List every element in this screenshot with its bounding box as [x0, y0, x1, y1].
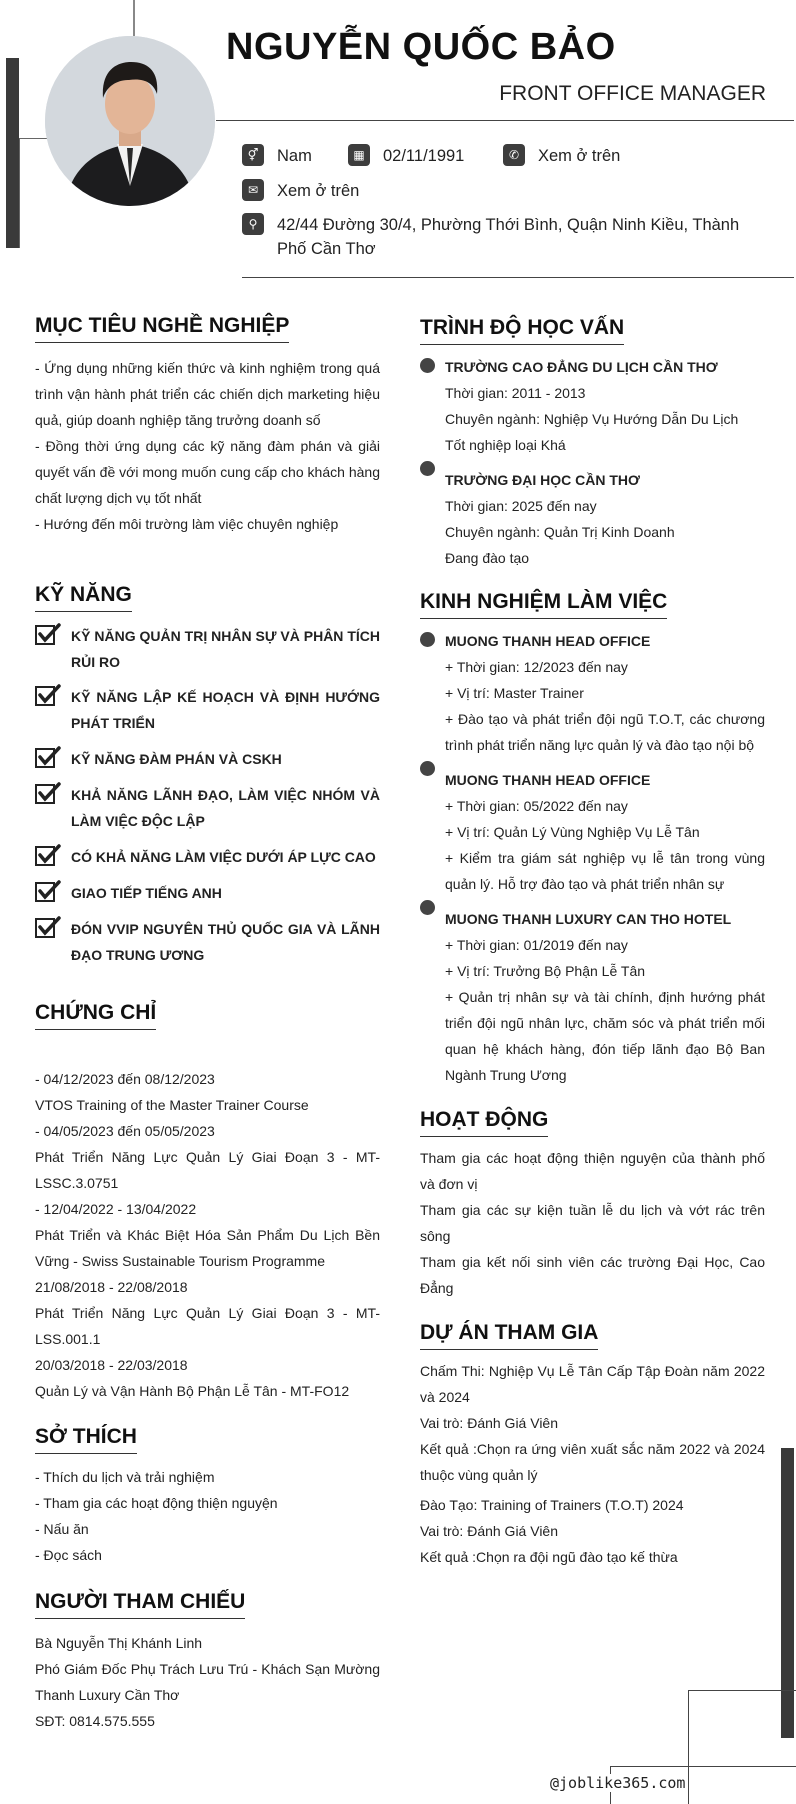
education-school: TRƯỜNG ĐẠI HỌC CẦN THƠ [445, 472, 640, 488]
references-body [35, 1630, 380, 1734]
experience-desc: + Kiểm tra giám sát nghiệp vụ lễ tân trong vùng quản lý. Hỗ trợ đào tạo và phát triển nhân sự [445, 850, 765, 892]
skill-label: ĐÓN VVIP NGUYÊN THỦ QUỐC GIA VÀ LÃNH ĐẠO TRUNG ƯƠNG [71, 921, 380, 963]
certificate-line: 21/08/2018 - 22/08/2018 [35, 1279, 188, 1295]
skill-label: GIAO TIẾP TIẾNG ANH [71, 885, 222, 901]
education-entry [420, 354, 765, 458]
activity-line: Tham gia các sự kiện tuần lễ du lịch và vớt rác trên sông [420, 1202, 765, 1244]
education-result: Tốt nghiệp loại Khá [445, 437, 566, 453]
info-phone [503, 144, 620, 168]
profile-photo [45, 36, 215, 206]
education-school: TRƯỜNG CAO ĐẲNG DU LỊCH CẦN THƠ [445, 359, 718, 375]
experience-title: KINH NGHIỆM LÀM VIỆC [420, 590, 667, 619]
skill-label: KỸ NĂNG LẬP KẾ HOẠCH VÀ ĐỊNH HƯỚNG PHÁT TRIỂN [71, 689, 380, 731]
activities-body [420, 1145, 765, 1301]
job-title: FRONT OFFICE MANAGER [499, 82, 766, 105]
hobby-line: - Nấu ăn [35, 1521, 89, 1537]
decor-bar-left [6, 58, 19, 248]
checkbox-checked-icon [35, 623, 61, 645]
education-time: Thời gian: 2025 đến nay [445, 498, 597, 514]
project-role: Vai trò: Đánh Giá Viên [420, 1415, 559, 1431]
objective-line: - Hướng đến môi trường làm việc chuyên nghiệp [35, 516, 339, 532]
experience-desc: + Đào tạo và phát triển đội ngũ T.O.T, các chương trình phát triển năng lực quản lý và đào tạo nội bộ [445, 711, 765, 753]
checkbox-checked-icon [35, 684, 61, 706]
certificate-line: - 12/04/2022 - 13/04/2022 [35, 1201, 197, 1217]
checkbox-checked-icon [35, 880, 61, 902]
skill-label: KỸ NĂNG QUẢN TRỊ NHÂN SỰ VÀ PHÂN TÍCH RỦI RO [71, 628, 380, 670]
experience-entry [420, 628, 765, 758]
education-title: TRÌNH ĐỘ HỌC VẤN [420, 316, 624, 345]
experience-position: + Vị trí: Trưởng Bộ Phận Lễ Tân [445, 963, 646, 979]
activity-line: Tham gia kết nối sinh viên các trường Đại Học, Cao Đẳng [420, 1254, 765, 1296]
certificate-line: Phát Triển Năng Lực Quản Lý Giai Đoạn 3 - MT-LSS.001.1 [35, 1305, 380, 1347]
hobby-line: - Đọc sách [35, 1547, 102, 1563]
experience-desc: + Quản trị nhân sự và tài chính, định hướng phát triển đội ngũ nhân lực, chăm sóc và phát triển mối quan hệ khách hàng, đón tiếp lãnh đạo Bộ Ban Ngành Trung Ương [445, 989, 765, 1083]
skill-label: KHẢ NĂNG LÃNH ĐẠO, LÀM VIỆC NHÓM VÀ LÀM VIỆC ĐỘC LẬP [71, 787, 380, 829]
skill-label: KỸ NĂNG ĐÀM PHÁN VÀ CSKH [71, 751, 282, 767]
education-result: Đang đào tạo [445, 550, 530, 566]
project-name: Chấm Thi: Nghiệp Vụ Lễ Tân Cấp Tập Đoàn năm 2022 và 2024 [420, 1363, 765, 1405]
hobbies-title: SỞ THÍCH [35, 1425, 137, 1454]
info-birthday [348, 144, 464, 168]
skill-item [35, 684, 380, 736]
skill-item [35, 623, 380, 675]
address-value: 42/44 Đường 30/4, Phường Thới Bình, Quận Ninh Kiều, Thành Phố Cần Thơ [277, 216, 740, 258]
certificates-body [35, 1066, 380, 1404]
calendar-icon: ▦ [348, 144, 370, 166]
reference-line: Phó Giám Đốc Phụ Trách Lưu Trú - Khách Sạn Mường Thanh Luxury Cần Thơ [35, 1661, 380, 1703]
info-email [242, 179, 359, 203]
experience-position: + Vị trí: Master Trainer [445, 685, 584, 701]
skill-item [35, 844, 380, 870]
checkbox-checked-icon [35, 916, 61, 938]
project-role: Vai trò: Đánh Giá Viên [420, 1523, 559, 1539]
experience-company: MUONG THANH HEAD OFFICE [445, 633, 651, 649]
hobby-line: - Thích du lịch và trải nghiệm [35, 1469, 215, 1485]
education-entry [420, 457, 765, 571]
header-divider-bottom [242, 277, 794, 278]
certificate-line: - 04/05/2023 đến 05/05/2023 [35, 1123, 215, 1139]
decor-line-top [133, 0, 135, 36]
objective-line: - Ứng dụng những kiến thức và kinh nghiệm trong quá trình vận hành phát triển các chiến dịch marketing hiệu quả, giúp doanh nghiệp tăng trưởng doanh số [35, 360, 380, 428]
project-result: Kết quả :Chọn ra đội ngũ đào tạo kế thừa [420, 1549, 678, 1565]
project-result: Kết quả :Chọn ra ứng viên xuất sắc năm 2022 và 2024 thuộc vùng quản lý [420, 1441, 765, 1483]
phone-icon: ✆ [503, 144, 525, 166]
skill-item [35, 880, 380, 906]
activity-line: Tham gia các hoạt động thiện nguyện của thành phố và đơn vị [420, 1150, 765, 1192]
gender-icon: ⚥ [242, 144, 264, 166]
email-icon: ✉ [242, 179, 264, 201]
reference-line: SĐT: 0814.575.555 [35, 1713, 155, 1729]
certificate-line: Phát Triển Năng Lực Quản Lý Giai Đoạn 3 - MT-LSSC.3.0751 [35, 1149, 380, 1191]
birthday-value: 02/11/1991 [383, 147, 465, 165]
gender-value: Nam [277, 147, 312, 165]
reference-line: Bà Nguyễn Thị Khánh Linh [35, 1635, 203, 1651]
certificate-line: Quản Lý và Vận Hành Bộ Phận Lễ Tân - MT-FO12 [35, 1383, 350, 1399]
bullet-dot [420, 461, 435, 476]
header-divider-top [216, 120, 794, 121]
location-icon: ⚲ [242, 213, 264, 235]
info-address [242, 213, 762, 261]
skills-title: KỸ NĂNG [35, 583, 132, 612]
experience-company: MUONG THANH HEAD OFFICE [445, 772, 651, 788]
checkbox-checked-icon [35, 746, 61, 768]
bullet-dot [420, 761, 435, 776]
education-major: Chuyên ngành: Nghiệp Vụ Hướng Dẫn Du Lịch [445, 411, 739, 427]
activities-title: HOẠT ĐỘNG [420, 1108, 548, 1137]
experience-company: MUONG THANH LUXURY CAN THO HOTEL [445, 911, 732, 927]
project-name: Đào Tạo: Training of Trainers (T.O.T) 2024 [420, 1497, 684, 1513]
experience-time: + Thời gian: 01/2019 đến nay [445, 937, 628, 953]
certificates-title: CHỨNG CHỈ [35, 1001, 156, 1030]
projects-title: DỰ ÁN THAM GIA [420, 1321, 598, 1350]
email-value: Xem ở trên [277, 182, 360, 200]
hobby-line: - Tham gia các hoạt động thiện nguyện [35, 1495, 278, 1511]
projects-body [420, 1358, 765, 1570]
experience-time: + Thời gian: 12/2023 đến nay [445, 659, 628, 675]
decor-line-photo-h [19, 138, 49, 139]
phone-value: Xem ở trên [538, 147, 621, 165]
info-gender [242, 144, 312, 168]
certificate-line: Phát Triển và Khác Biệt Hóa Sản Phẩm Du Lịch Bền Vững - Swiss Sustainable Tourism Programme [35, 1227, 380, 1269]
checkbox-checked-icon [35, 782, 61, 804]
skill-item [35, 916, 380, 968]
skill-label: CÓ KHẢ NĂNG LÀM VIỆC DƯỚI ÁP LỰC CAO [71, 849, 376, 865]
profile-photo-illustration [45, 36, 215, 206]
bullet-dot [420, 900, 435, 915]
bullet-dot [420, 632, 435, 647]
objective-line: - Đồng thời ứng dụng các kỹ năng đàm phán và giải quyết vấn đề với mong muốn cung cấp cho khách hàng chất lượng dịch vụ tốt nhất [35, 438, 380, 506]
decor-line-photo-v [19, 138, 20, 248]
skill-item [35, 782, 380, 834]
skill-item [35, 746, 380, 772]
certificate-line: VTOS Training of the Master Trainer Course [35, 1097, 309, 1113]
references-title: NGƯỜI THAM CHIẾU [35, 1590, 245, 1619]
objective-body [35, 355, 380, 537]
certificate-line: - 04/12/2023 đến 08/12/2023 [35, 1071, 215, 1087]
hobbies-body [35, 1464, 380, 1568]
experience-time: + Thời gian: 05/2022 đến nay [445, 798, 628, 814]
experience-entry [420, 757, 765, 897]
experience-entry [420, 896, 765, 1088]
candidate-name: NGUYỄN QUỐC BẢO [226, 26, 616, 68]
experience-position: + Vị trí: Quản Lý Vùng Nghiệp Vụ Lễ Tân [445, 824, 700, 840]
watermark: @joblike365.com [550, 1774, 686, 1792]
education-major: Chuyên ngành: Quản Trị Kinh Doanh [445, 524, 675, 540]
objective-title: MỤC TIÊU NGHỀ NGHIỆP [35, 314, 289, 343]
certificate-line: 20/03/2018 - 22/03/2018 [35, 1357, 188, 1373]
bullet-dot [420, 358, 435, 373]
education-time: Thời gian: 2011 - 2013 [445, 385, 586, 401]
checkbox-checked-icon [35, 844, 61, 866]
